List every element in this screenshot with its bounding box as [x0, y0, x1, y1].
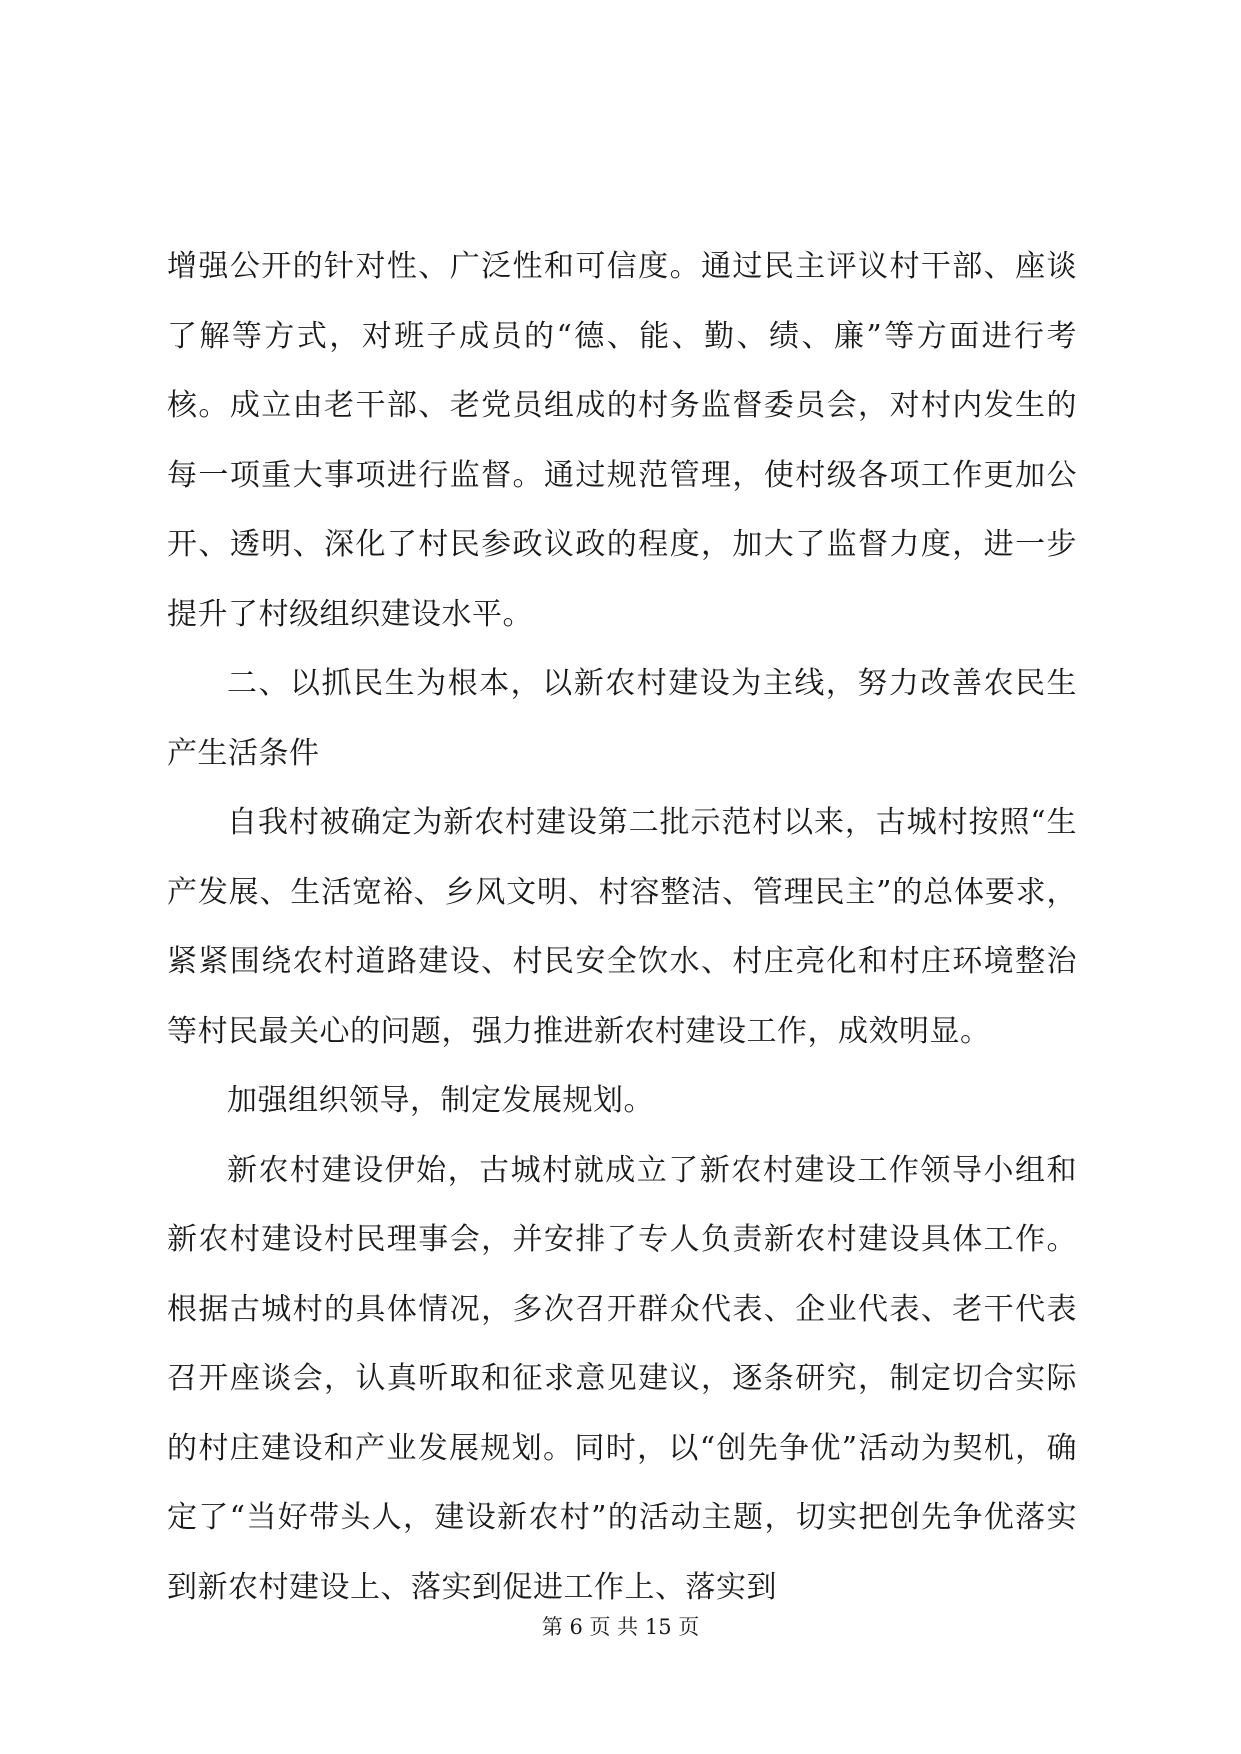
paragraph-2-heading: 二、以抓民生为根本，以新农村建设为主线，努力改善农民生产生活条件 — [167, 666, 1077, 771]
document-body — [167, 232, 1077, 1622]
paragraph-1: 增强公开的针对性、广泛性和可信度。通过民主评议村干部、座谈了解等方式，对班子成员的“德、能、勤、绩、廉”等方面进行考核。成立由老干部、老党员组成的村务监督委员会，对村内发生的每一项重大事项进行监督。通过规范管理，使村级各项工作更加公开、透明、深化了村民参政议政的程度，加大了监督力度，进一步提升了村级组织建设水平。 — [167, 249, 1077, 632]
page-footer — [0, 1612, 1241, 1642]
paragraph-4-subheading: 加强组织领导，制定发展规划。 — [227, 1083, 654, 1118]
paragraph-3: 自我村被确定为新农村建设第二批示范村以来，古城村按照“生产发展、生活宽裕、乡风文明、村容整洁、管理民主”的总体要求，紧紧围绕农村道路建设、村民安全饮水、村庄亮化和村庄环境整治等村民最关心的问题，强力推进新农村建设工作，成效明显。 — [167, 805, 1077, 1049]
page-number-label: 第 6 页 共 15 页 — [541, 1615, 700, 1639]
paragraph-5: 新农村建设伊始，古城村就成立了新农村建设工作领导小组和新农村建设村民理事会，并安排了专人负责新农村建设具体工作。根据古城村的具体情况，多次召开群众代表、企业代表、老干代表召开座谈会，认真听取和征求意见建议，逐条研究，制定切合实际的村庄建设和产业发展规划。同时，以“创先争优”活动为契机，确定了“当好带头人，建设新农村”的活动主题，切实把创先争优落实到新农村建设上、落实到促进工作上、落实到 — [167, 1152, 1077, 1605]
